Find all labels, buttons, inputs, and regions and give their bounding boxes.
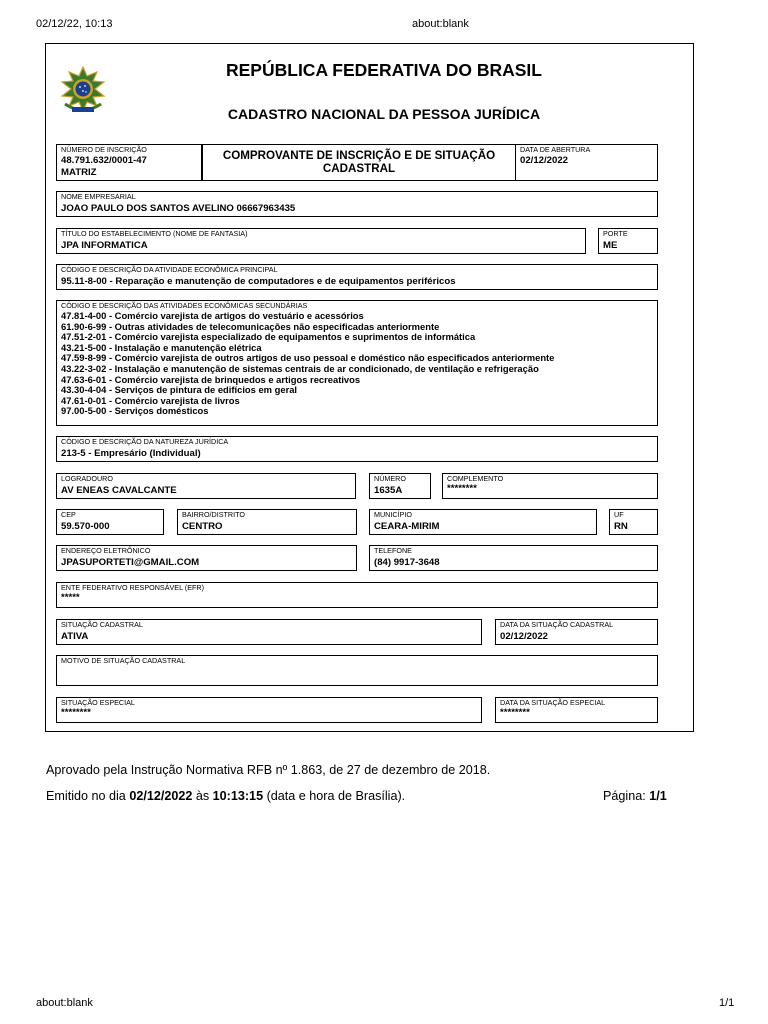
municipio-value: CEARA-MIRIM	[374, 521, 440, 532]
list-item: 97.00-5-00 - Serviços domésticos	[61, 405, 209, 417]
situacao-especial-box	[56, 697, 482, 723]
porte-label: PORTE	[603, 229, 628, 238]
email-box	[56, 545, 357, 571]
list-item: 43.30-4-04 - Serviços de pintura de edifícios em geral	[61, 384, 298, 396]
natureza-juridica-label: CÓDIGO E DESCRIÇÃO DA NATUREZA JURÍDICA	[61, 437, 229, 446]
atividade-principal-box	[56, 264, 658, 290]
complemento-box	[442, 473, 658, 499]
comprovante-title	[202, 144, 516, 181]
numero-inscricao-box	[56, 144, 202, 181]
data-situacao-cadastral-label: DATA DA SITUAÇÃO CADASTRAL	[500, 620, 614, 629]
bairro-box	[177, 509, 357, 535]
natureza-juridica-value: 213-5 - Empresário (Individual)	[61, 448, 201, 459]
data-situacao-especial-box	[495, 697, 658, 723]
situacao-especial-value: ********	[61, 707, 91, 718]
numero-value: 1635A	[374, 485, 403, 496]
situacao-cadastral-value: ATIVA	[61, 631, 89, 642]
numero-label: NÚMERO	[374, 474, 406, 483]
natureza-juridica-box	[56, 436, 658, 462]
list-item: 47.51-2-01 - Comércio varejista especializado de equipamentos e suprimentos de informática	[61, 331, 476, 343]
bairro-value: CENTRO	[182, 521, 223, 532]
uf-value: RN	[614, 521, 628, 532]
bairro-label: BAIRRO/DISTRITO	[182, 510, 245, 519]
comprovante-line1: COMPROVANTE DE INSCRIÇÃO E DE SITUAÇÃO	[222, 149, 496, 162]
fantasia-value: JPA INFORMATICA	[61, 240, 148, 251]
data-abertura-label: DATA DE ABERTURA	[520, 145, 591, 154]
fantasia-box	[56, 228, 586, 254]
porte-box	[598, 228, 658, 254]
efr-label: ENTE FEDERATIVO RESPONSÁVEL (EFR)	[61, 583, 204, 592]
data-abertura-box	[515, 144, 658, 181]
numero-inscricao-label: NÚMERO DE INSCRIÇÃO	[61, 145, 147, 154]
telefone-label: TELEFONE	[374, 546, 412, 555]
uf-box	[609, 509, 658, 535]
emitido-time: 10:13:15	[212, 789, 264, 803]
numero-inscricao-value: 48.791.632/0001-47	[61, 155, 147, 166]
motivo-situacao-label: MOTIVO DE SITUAÇÃO CADASTRAL	[61, 656, 186, 665]
emitido-text	[46, 789, 405, 803]
comprovante-line2: CADASTRAL	[322, 162, 396, 175]
pagina-value: 1/1	[649, 789, 667, 803]
list-item: 47.63-6-01 - Comércio varejista de brinquedos e artigos recreativos	[61, 373, 361, 385]
list-item: 61.90-6-99 - Outras atividades de telecomunicações não especificadas anteriormente	[61, 320, 440, 332]
telefone-box	[369, 545, 658, 571]
data-situacao-especial-value: ********	[500, 707, 530, 718]
list-item: 47.59-8-99 - Comércio varejista de outros artigos de uso pessoal e doméstico não especificados anteriormente	[61, 352, 555, 364]
list-item: 47.81-4-00 - Comércio varejista de artigos do vestuário e acessórios	[61, 310, 364, 321]
nome-empresarial-value: JOAO PAULO DOS SANTOS AVELINO 06667963435	[61, 203, 296, 214]
document-subtitle: CADASTRO NACIONAL DA PESSOA JURÍDICA	[227, 106, 541, 122]
telefone-value: (84) 9917-3648	[374, 557, 440, 568]
uf-label: UF	[614, 510, 624, 519]
data-situacao-cadastral-value: 02/12/2022	[500, 631, 549, 642]
data-situacao-especial-label: DATA DA SITUAÇÃO ESPECIAL	[500, 698, 606, 707]
list-item: 47.61-0-01 - Comércio varejista de livros	[61, 394, 240, 406]
emitido-date: 02/12/2022	[129, 789, 193, 803]
atividades-secundarias-list	[61, 311, 554, 417]
pagina-label: Página:	[603, 789, 650, 803]
list-item: 43.22-3-02 - Instalação e manutenção de sistemas centrais de ar condicionado, de ventilação e refrigeração	[61, 362, 539, 374]
print-url-bottom: about:blank	[36, 997, 93, 1009]
atividade-principal-value: 95.11-8-00 - Reparação e manutenção de computadores e de equipamentos periféricos	[61, 276, 456, 287]
print-page-counter: 1/1	[719, 997, 735, 1009]
emitido-prefix: Emitido no dia	[46, 789, 130, 803]
motivo-situacao-box	[56, 655, 658, 686]
emitido-mid: às	[192, 789, 213, 803]
complemento-label: COMPLEMENTO	[447, 474, 504, 483]
aprovado-text: Aprovado pela Instrução Normativa RFB nº 1.863, de 27 de dezembro de 2018.	[46, 763, 491, 777]
municipio-label: MUNICÍPIO	[374, 510, 412, 519]
email-value: JPASUPORTETI@GMAIL.COM	[61, 557, 200, 568]
nome-empresarial-label: NOME EMPRESARIAL	[61, 192, 136, 201]
atividade-principal-label: CÓDIGO E DESCRIÇÃO DA ATIVIDADE ECONÔMICA PRINCIPAL	[61, 265, 278, 274]
print-datetime: 02/12/22, 10:13	[36, 18, 113, 30]
data-abertura-value: 02/12/2022	[520, 155, 569, 166]
emitido-suffix: (data e hora de Brasília).	[263, 789, 406, 803]
municipio-box	[369, 509, 597, 535]
atividades-secundarias-label: CÓDIGO E DESCRIÇÃO DAS ATIVIDADES ECONÔMICAS SECUNDÁRIAS	[61, 301, 308, 310]
print-url-top: about:blank	[412, 18, 469, 30]
situacao-cadastral-box	[56, 619, 482, 645]
document-title: REPÚBLICA FEDERATIVA DO BRASIL	[226, 60, 542, 80]
cep-label: CEP	[61, 510, 76, 519]
fantasia-label: TÍTULO DO ESTABELECIMENTO (NOME DE FANTASIA)	[61, 229, 248, 238]
logradouro-value: AV ENEAS CAVALCANTE	[61, 485, 177, 496]
numero-inscricao-tipo: MATRIZ	[61, 167, 97, 178]
logradouro-box	[56, 473, 356, 499]
nome-empresarial-box	[56, 191, 658, 217]
situacao-especial-label: SITUAÇÃO ESPECIAL	[61, 698, 135, 707]
efr-box	[56, 582, 658, 608]
complemento-value: ********	[447, 483, 477, 494]
list-item: 43.21-5-00 - Instalação e manutenção elétrica	[61, 341, 262, 353]
cep-box	[56, 509, 164, 535]
atividades-secundarias-box	[56, 300, 658, 426]
data-situacao-cadastral-box	[495, 619, 658, 645]
efr-value: *****	[61, 592, 80, 603]
situacao-cadastral-label: SITUAÇÃO CADASTRAL	[61, 620, 143, 629]
email-label: ENDEREÇO ELETRÔNICO	[61, 546, 151, 555]
logradouro-label: LOGRADOURO	[61, 474, 113, 483]
numero-box	[369, 473, 431, 499]
porte-value: ME	[603, 240, 618, 251]
cep-value: 59.570-000	[61, 521, 110, 532]
pagina-text	[603, 789, 667, 803]
